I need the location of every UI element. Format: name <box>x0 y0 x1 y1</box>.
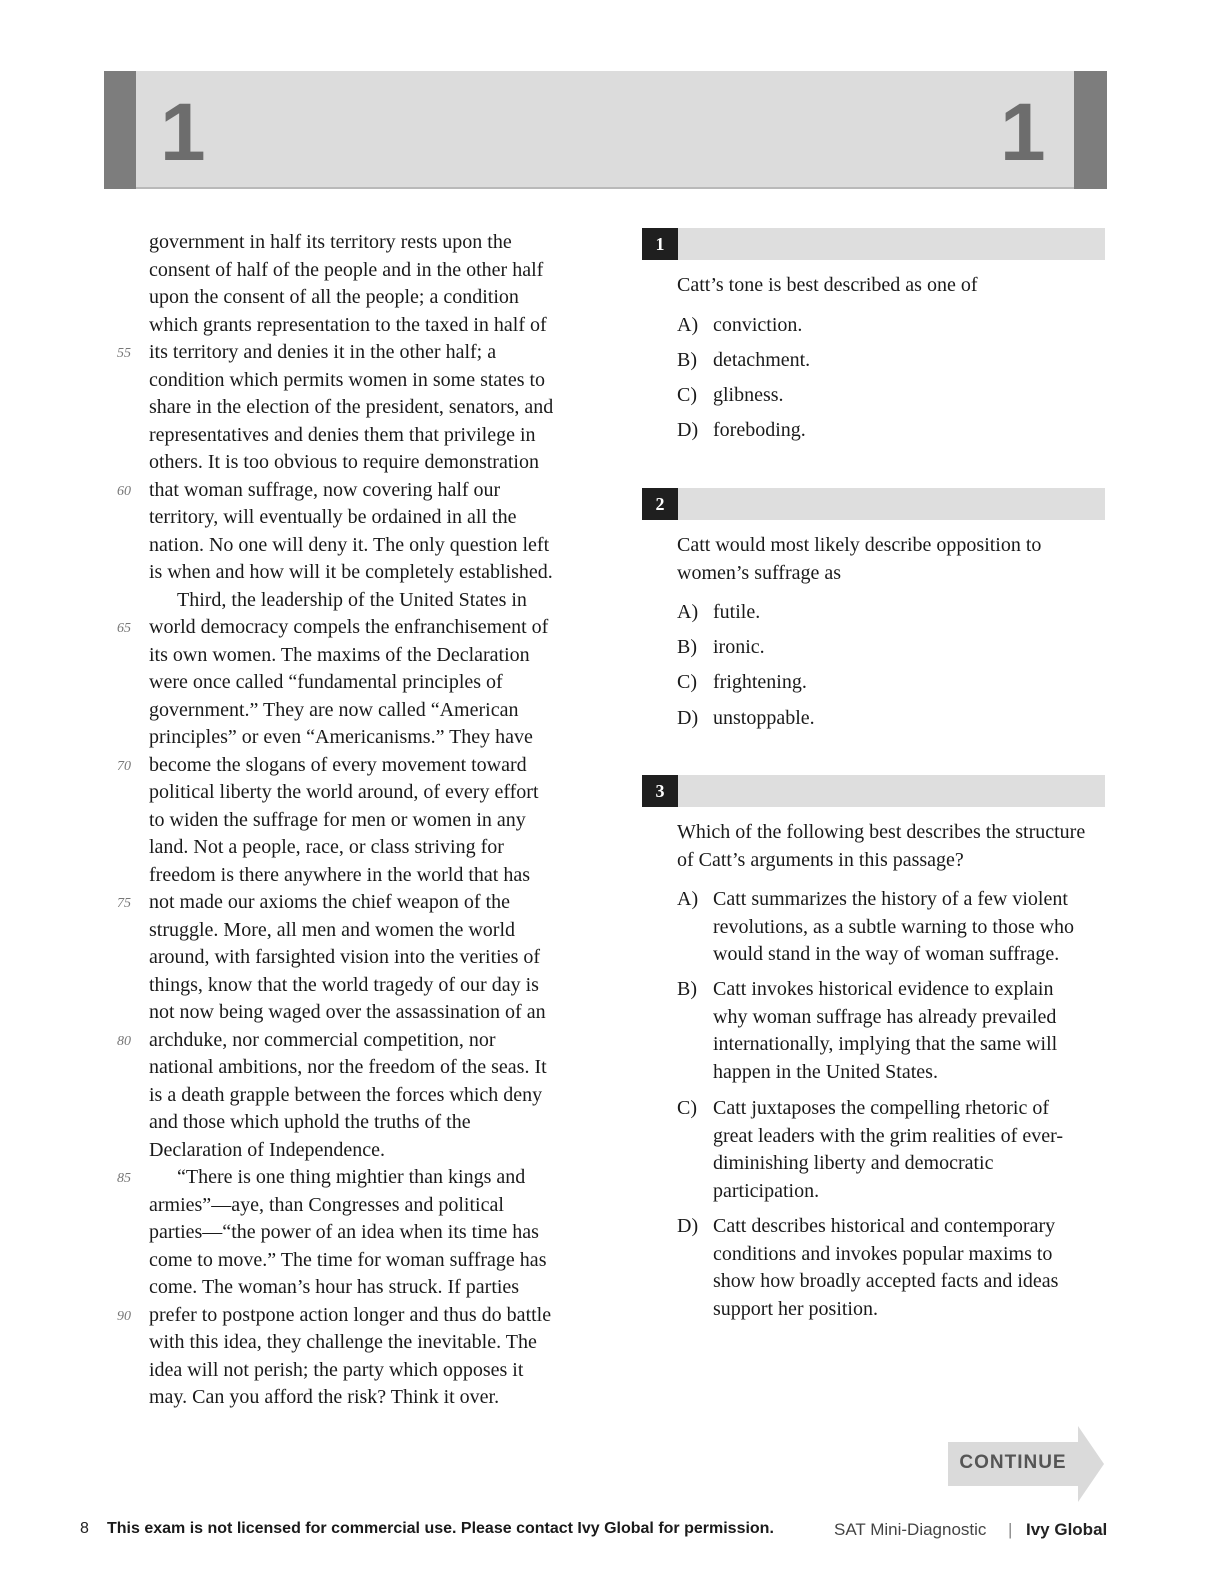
answer-choice-text[interactable]: show how broadly accepted facts and ideas <box>713 1270 1059 1292</box>
passage-line: with this idea, they challenge the inevitable. The <box>149 1331 537 1353</box>
exam-title: SAT Mini-Diagnostic <box>834 1520 987 1539</box>
answer-choice-text[interactable]: unstoppable. <box>713 707 815 729</box>
question-number-badge: 3 <box>642 775 678 807</box>
question-stem: of Catt’s arguments in this passage? <box>677 848 964 871</box>
line-number: 55 <box>117 346 131 361</box>
passage-line: government in half its territory rests upon the <box>149 231 512 253</box>
answer-choice-text[interactable]: futile. <box>713 601 761 623</box>
answer-choice-text[interactable]: revolutions, as a subtle warning to those who <box>713 915 1075 938</box>
answer-choice-text[interactable]: diminishing liberty and democratic <box>713 1152 994 1174</box>
footer-separator: | <box>1008 1520 1013 1539</box>
passage-line: political liberty the world around, of every effort <box>149 781 539 803</box>
passage-line: national ambitions, nor the freedom of the seas. It <box>149 1056 547 1078</box>
passage-line: share in the election of the president, senators, and <box>149 396 554 418</box>
line-number: 70 <box>117 758 131 774</box>
question-number-badge: 1 <box>642 228 678 260</box>
answer-choice-3-d[interactable]: D) <box>677 1215 699 1237</box>
section-header-bar-left <box>104 71 136 189</box>
answer-choice-text[interactable]: glibness. <box>713 384 784 406</box>
answer-choice-text[interactable]: ironic. <box>713 636 765 658</box>
answer-choice-text[interactable]: detachment. <box>713 349 811 371</box>
passage-line: government.” They are now called “American <box>149 698 519 721</box>
license-notice: This exam is not licensed for commercial use. Please contact Ivy Global for permission. <box>107 1520 774 1537</box>
question-header-1 <box>642 228 1105 260</box>
answer-choice-text[interactable]: why woman suffrage has already prevailed <box>713 1005 1057 1028</box>
section-header-bar-right <box>1074 71 1107 189</box>
passage-line: may. Can you afford the risk? Think it over. <box>149 1386 500 1408</box>
question-header-3 <box>642 775 1105 807</box>
passage-line: territory, will eventually be ordained in all the <box>149 506 517 528</box>
line-number: 75 <box>117 896 131 911</box>
answer-choice-text[interactable]: would stand in the way of woman suffrage. <box>713 943 1060 965</box>
passage-line: things, know that the world tragedy of our day is <box>149 973 539 996</box>
answer-choice-text[interactable]: conditions and invokes popular maxims to <box>713 1242 1053 1265</box>
passage-line: others. It is too obvious to require demonstration <box>149 451 539 473</box>
answer-choice-text[interactable]: happen in the United States. <box>713 1060 938 1083</box>
answer-choice-text[interactable]: support her position. <box>713 1297 878 1320</box>
passage-line: come to move.” The time for woman suffrage has <box>149 1248 547 1271</box>
passage-line: its territory and denies it in the other half; a <box>149 341 497 363</box>
answer-choice-text[interactable]: Catt summarizes the history of a few violent <box>713 888 1068 910</box>
question-stem: Catt’s tone is best described as one of <box>677 274 978 296</box>
passage-line: not made our axioms the chief weapon of the <box>149 891 510 913</box>
passage-line: freedom is there anywhere in the world that has <box>149 863 530 886</box>
passage-line: Third, the leadership of the United States in <box>177 588 527 611</box>
answer-choice-3-b[interactable]: B) <box>677 978 697 1000</box>
passage-line: and those which uphold the truths of the <box>149 1111 471 1133</box>
passage-line: that woman suffrage, now covering half our <box>149 478 501 501</box>
line-number: 65 <box>117 621 131 636</box>
passage-line: become the slogans of every movement toward <box>149 753 527 776</box>
answer-choice-text[interactable]: Catt describes historical and contemporary <box>713 1215 1056 1237</box>
answer-choice-3-c[interactable]: C) <box>677 1097 697 1119</box>
continue-label: CONTINUE <box>959 1452 1067 1473</box>
line-number: 60 <box>117 483 131 499</box>
passage-line: is when and how will it be completely established. <box>149 561 553 583</box>
passage-line: “There is one thing mightier than kings and <box>177 1166 526 1188</box>
question-stem: women’s suffrage as <box>677 561 842 584</box>
question-number-badge: 2 <box>642 488 678 520</box>
page-number: 8 <box>80 1520 89 1537</box>
passage-line: principles” or even “Americanisms.” They have <box>149 726 533 748</box>
answer-choice-1-c[interactable]: C) <box>677 384 697 406</box>
passage-line: not now being waged over the assassination of an <box>149 1001 546 1023</box>
passage-line: condition which permits women in some states to <box>149 368 546 391</box>
passage-line: archduke, nor commercial competition, nor <box>149 1028 496 1051</box>
answer-choice-text[interactable]: frightening. <box>713 671 807 693</box>
section-number-left: 1 <box>160 87 206 178</box>
passage-line: representatives and denies them that privilege in <box>149 423 536 446</box>
line-number: 90 <box>117 1308 131 1324</box>
answer-choice-text[interactable]: conviction. <box>713 314 803 336</box>
passage-line: consent of half of the people and in the other half <box>149 258 544 281</box>
answer-choice-1-a[interactable]: A) <box>677 314 699 336</box>
section-header-band <box>104 71 1107 189</box>
passage-line: prefer to postpone action longer and thus do battle <box>149 1303 552 1326</box>
answer-choice-3-a[interactable]: A) <box>677 888 699 910</box>
continue-button[interactable] <box>948 1426 1106 1502</box>
passage-line: its own women. The maxims of the Declaration <box>149 643 530 666</box>
answer-choice-2-d[interactable]: D) <box>677 707 699 729</box>
answer-choice-text[interactable]: internationally, implying that the same will <box>713 1033 1058 1055</box>
passage-line: upon the consent of all the people; a condition <box>149 286 519 308</box>
question-stem: Which of the following best describes the structure <box>677 821 1086 843</box>
answer-choice-1-b[interactable]: B) <box>677 349 697 371</box>
passage-line: were once called “fundamental principles of <box>149 671 503 693</box>
passage-line: nation. No one will deny it. The only question left <box>149 533 550 556</box>
passage-line: is a death grapple between the forces which deny <box>149 1083 543 1106</box>
answer-choice-1-d[interactable]: D) <box>677 419 699 441</box>
passage-line: struggle. More, all men and women the world <box>149 918 516 941</box>
passage-line: to widen the suffrage for men or women in any <box>149 808 526 831</box>
passage-line: parties—“the power of an idea when its time has <box>149 1221 539 1243</box>
line-number: 80 <box>117 1033 131 1049</box>
passage-line: come. The woman’s hour has struck. If parties <box>149 1276 520 1298</box>
answer-choice-text[interactable]: participation. <box>713 1179 820 1202</box>
passage-line: which grants representation to the taxed in half of <box>149 313 547 336</box>
passage-line: world democracy compels the enfranchisement of <box>149 616 549 638</box>
answer-choice-text[interactable]: great leaders with the grim realities of ever- <box>713 1124 1063 1147</box>
section-number-right: 1 <box>1000 87 1046 178</box>
question-stem: Catt would most likely describe opposition to <box>677 534 1042 556</box>
answer-choice-2-c[interactable]: C) <box>677 671 697 693</box>
brand-name: Ivy Global <box>1026 1520 1108 1539</box>
answer-choice-text[interactable]: foreboding. <box>713 419 806 441</box>
answer-choice-2-b[interactable]: B) <box>677 636 697 658</box>
passage-line: idea will not perish; the party which opposes it <box>149 1358 524 1381</box>
line-number: 85 <box>117 1171 131 1186</box>
passage-line: land. Not a people, race, or class striving for <box>149 836 504 858</box>
answer-choice-2-a[interactable]: A) <box>677 601 699 623</box>
passage-line: armies”—aye, than Congresses and political <box>149 1193 504 1216</box>
answer-choice-text[interactable]: Catt invokes historical evidence to explain <box>713 978 1054 1000</box>
passage-line: Declaration of Independence. <box>149 1138 385 1161</box>
answer-choice-text[interactable]: Catt juxtaposes the compelling rhetoric of <box>713 1097 1050 1119</box>
question-header-2 <box>642 488 1105 520</box>
passage-line: around, with farsighted vision into the verities of <box>149 946 541 968</box>
